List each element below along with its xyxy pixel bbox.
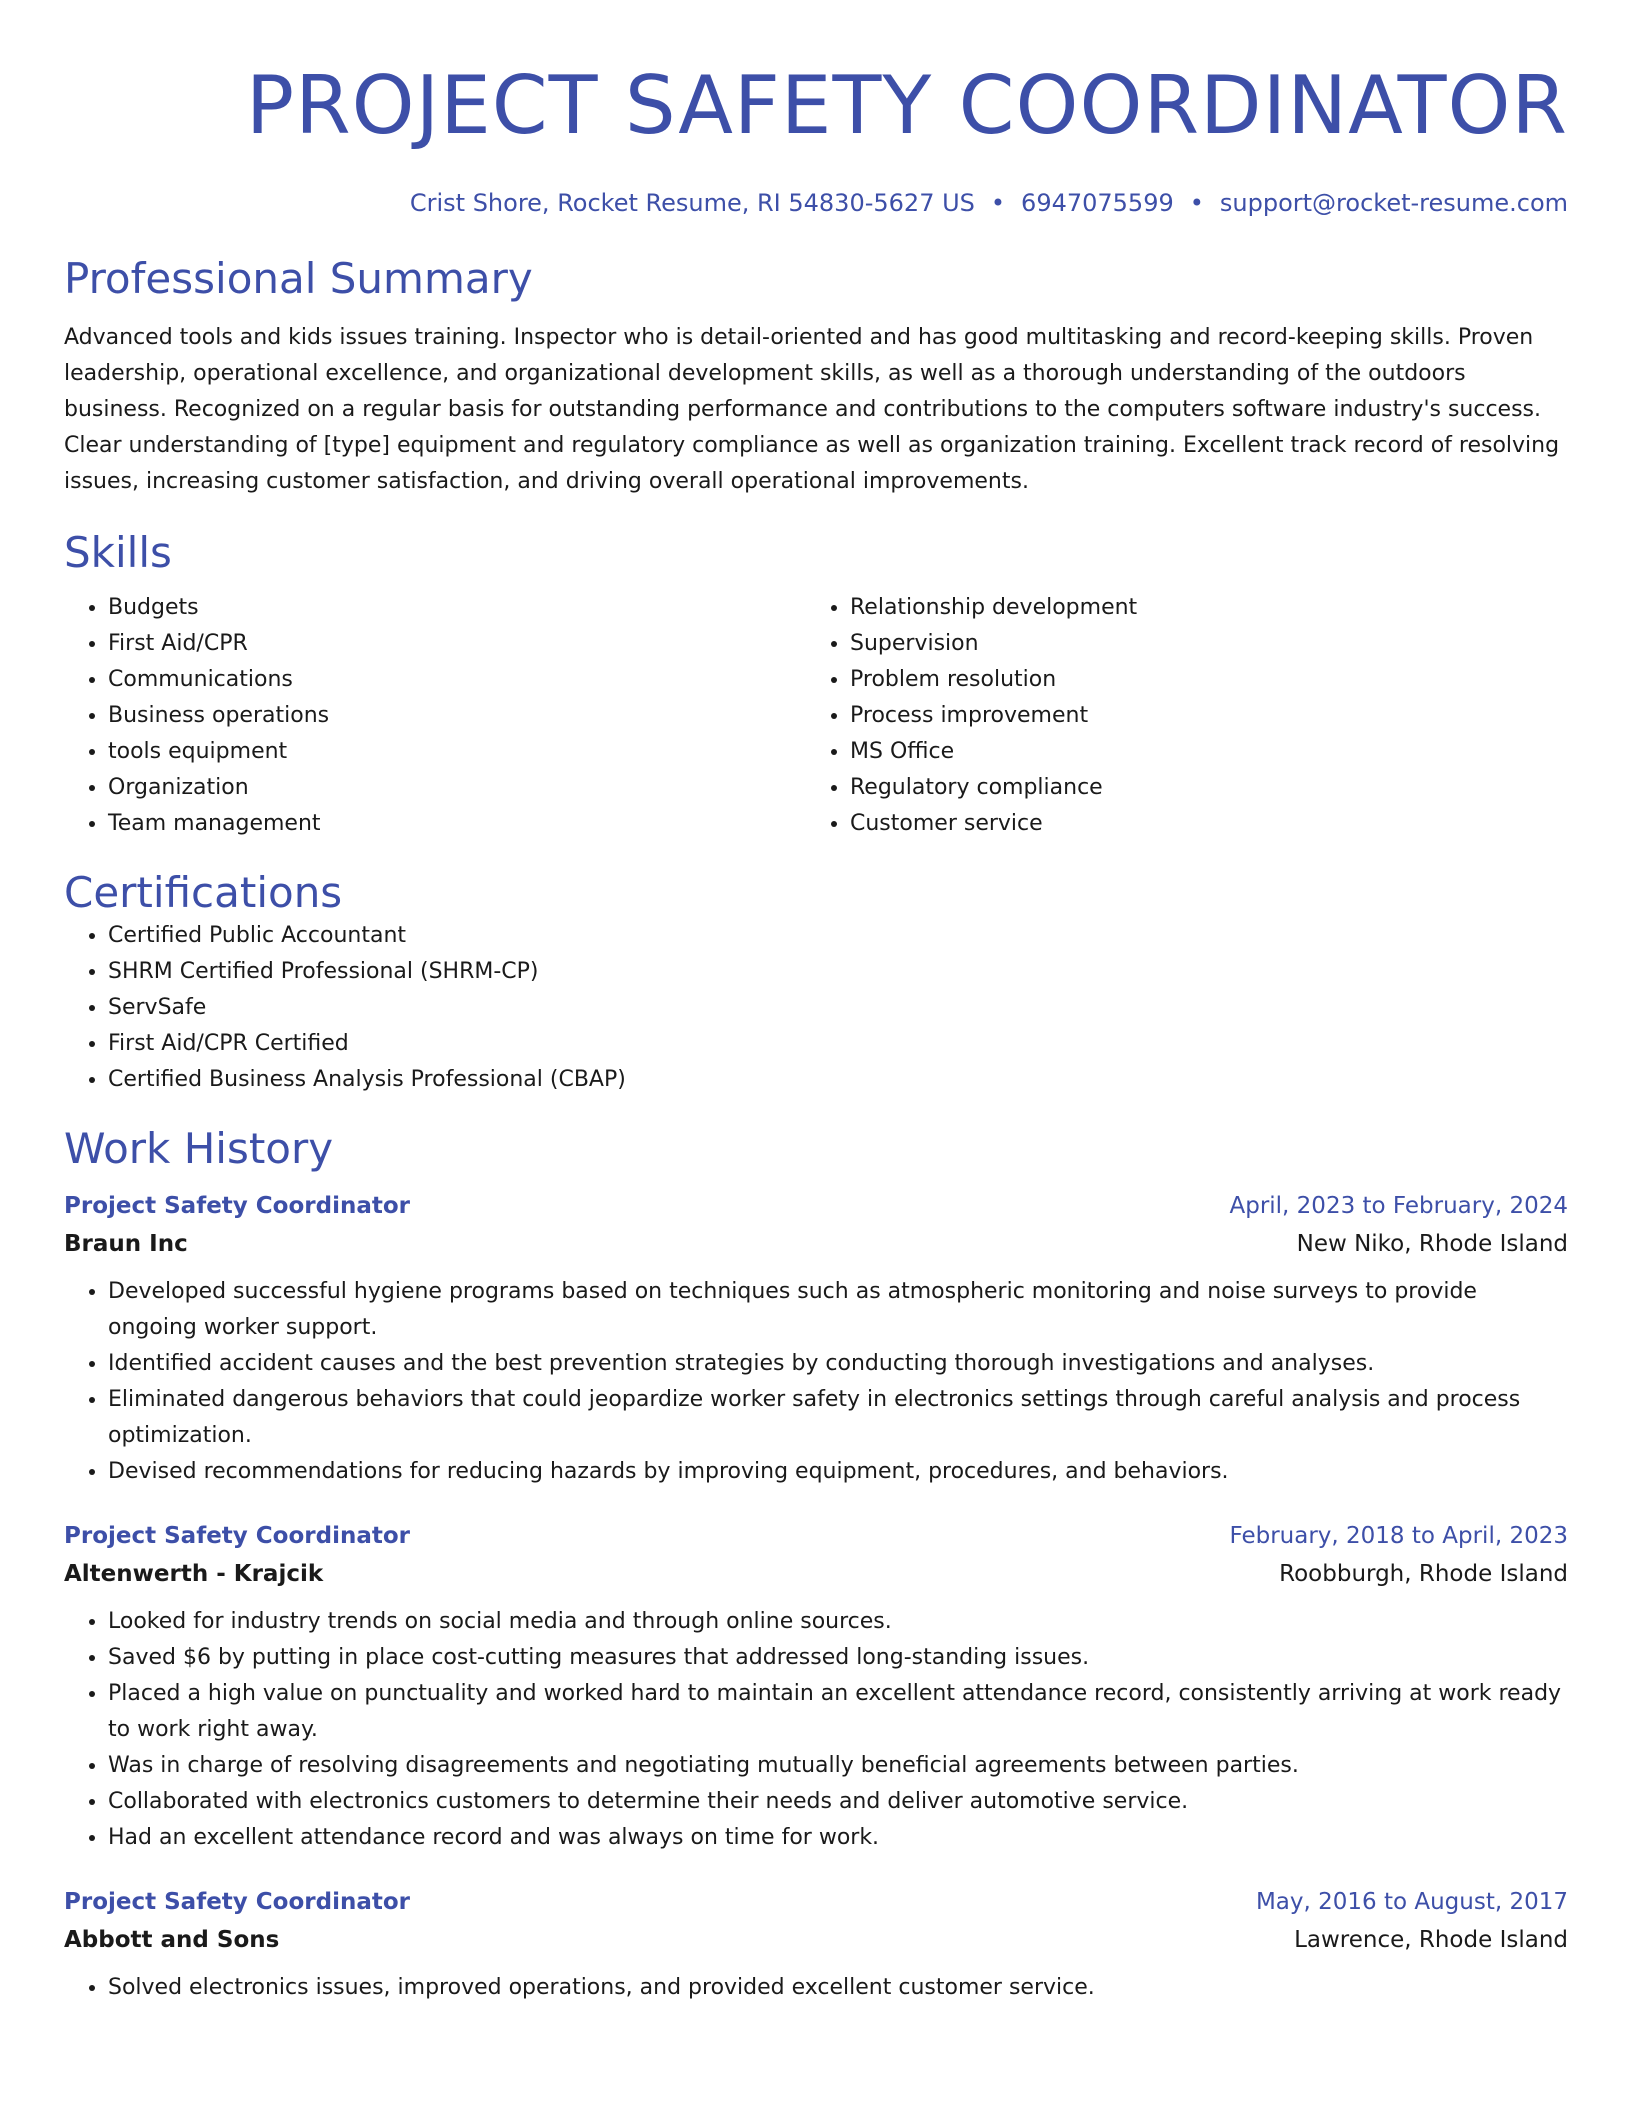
resume-title: PROJECT SAFETY COORDINATOR bbox=[245, 59, 1568, 152]
contact-separator: • bbox=[1189, 189, 1204, 217]
job-bullets bbox=[64, 1970, 1568, 2006]
job-bullet: • Saved $6 by putting in place cost-cutting measures that addressed long-standing issues. bbox=[108, 1640, 1568, 1676]
contact-address: Crist Shore, Rocket Resume, RI 54830-5627 US bbox=[409, 189, 975, 217]
skills-column-right bbox=[806, 590, 1548, 842]
skill-item: • Problem resolution bbox=[850, 662, 1548, 698]
job-company-row bbox=[64, 1558, 1568, 1590]
skill-item: • Team management bbox=[108, 806, 806, 842]
certification-item: • SHRM Certified Professional (SHRM-CP) bbox=[108, 954, 1568, 990]
certification-item: • Certified Public Accountant bbox=[108, 918, 1568, 954]
skill-item: • Process improvement bbox=[850, 698, 1548, 734]
skill-item: • Regulatory compliance bbox=[850, 770, 1548, 806]
resume-page bbox=[64, 0, 1568, 2006]
skill-item: • Relationship development bbox=[850, 590, 1548, 626]
summary-heading: Professional Summary bbox=[64, 254, 533, 303]
certification-item: • First Aid/CPR Certified bbox=[108, 1026, 1568, 1062]
job-bullet: • Looked for industry trends on social media and through online sources. bbox=[108, 1604, 1568, 1640]
job-dates: April, 2023 to February, 2024 bbox=[1229, 1193, 1568, 1219]
job-header-row bbox=[64, 1886, 1568, 1918]
contact-separator: • bbox=[990, 189, 1006, 217]
work-history-heading: Work History bbox=[64, 1124, 334, 1173]
skills-heading: Skills bbox=[64, 528, 172, 577]
certification-item: • ServSafe bbox=[108, 990, 1568, 1026]
skill-item: • Communications bbox=[108, 662, 806, 698]
job-company: Altenwerth - Krajcik bbox=[64, 1561, 324, 1587]
contact-phone: 6947075599 bbox=[1021, 189, 1174, 217]
skill-item: • Customer service bbox=[850, 806, 1548, 842]
job-entry bbox=[64, 1190, 1568, 1490]
skill-item: • MS Office bbox=[850, 734, 1548, 770]
certifications-list bbox=[64, 918, 1568, 1098]
job-company: Braun Inc bbox=[64, 1231, 188, 1257]
contact-line bbox=[64, 188, 1568, 218]
job-bullet: • Solved electronics issues, improved operations, and provided excellent customer service. bbox=[108, 1970, 1568, 2006]
job-bullet: • Collaborated with electronics customers to determine their needs and deliver automotive service. bbox=[108, 1784, 1568, 1820]
job-dates: May, 2016 to August, 2017 bbox=[1255, 1889, 1568, 1915]
skills-list-right bbox=[806, 590, 1548, 842]
job-location: New Niko, Rhode Island bbox=[1296, 1231, 1568, 1257]
job-company-row bbox=[64, 1924, 1568, 1956]
contact-email: support@rocket-resume.com bbox=[1219, 189, 1568, 217]
skill-item: • Business operations bbox=[108, 698, 806, 734]
job-bullet: • Placed a high value on punctuality and worked hard to maintain an excellent attendance record, consistently arriving at work ready to work right away. bbox=[108, 1676, 1568, 1748]
skill-item: • Budgets bbox=[108, 590, 806, 626]
job-bullet: • Developed successful hygiene programs based on techniques such as atmospheric monitoring and noise surveys to provide ongoing worker support. bbox=[108, 1274, 1568, 1346]
skills-list-left bbox=[64, 590, 806, 842]
job-location: Lawrence, Rhode Island bbox=[1294, 1927, 1568, 1953]
skills-grid bbox=[64, 590, 1568, 842]
job-entry bbox=[64, 1520, 1568, 1856]
job-title: Project Safety Coordinator bbox=[64, 1193, 411, 1219]
job-entry bbox=[64, 1886, 1568, 2006]
skill-item: • Organization bbox=[108, 770, 806, 806]
skill-item: • Supervision bbox=[850, 626, 1548, 662]
job-location: Roobburgh, Rhode Island bbox=[1279, 1561, 1568, 1587]
job-bullets bbox=[64, 1274, 1568, 1490]
certification-item: • Certified Business Analysis Professional (CBAP) bbox=[108, 1062, 1568, 1098]
job-header-row bbox=[64, 1520, 1568, 1552]
skill-item: • tools equipment bbox=[108, 734, 806, 770]
job-bullet: • Was in charge of resolving disagreements and negotiating mutually beneficial agreements between parties. bbox=[108, 1748, 1568, 1784]
certifications-heading: Certifications bbox=[64, 868, 343, 917]
job-company-row bbox=[64, 1228, 1568, 1260]
skill-item: • First Aid/CPR bbox=[108, 626, 806, 662]
job-title: Project Safety Coordinator bbox=[64, 1523, 411, 1549]
job-company: Abbott and Sons bbox=[64, 1927, 280, 1953]
job-header-row bbox=[64, 1190, 1568, 1222]
summary-text: Advanced tools and kids issues training. Inspector who is detail-oriented and has good multitasking and record-keeping skills. Proven leadership, operational excellence, and organizational development skills, as well as a thorough understanding of the outdoors business. Recognized on a regular basis for outstanding performance and contributions to the computers software industry's success. Clear understanding of [type] equipment and regulatory compliance as well as organization training. Excellent track record of resolving issues, increasing customer satisfaction, and driving overall operational improvements. bbox=[64, 325, 1560, 494]
job-dates: February, 2018 to April, 2023 bbox=[1229, 1523, 1568, 1549]
job-title: Project Safety Coordinator bbox=[64, 1889, 411, 1915]
job-bullet: • Eliminated dangerous behaviors that could jeopardize worker safety in electronics settings through careful analysis and process optimization. bbox=[108, 1382, 1568, 1454]
job-bullet: • Had an excellent attendance record and was always on time for work. bbox=[108, 1820, 1568, 1856]
job-bullet: • Devised recommendations for reducing hazards by improving equipment, procedures, and behaviors. bbox=[108, 1454, 1568, 1490]
job-bullet: • Identified accident causes and the best prevention strategies by conducting thorough investigations and analyses. bbox=[108, 1346, 1568, 1382]
job-bullets bbox=[64, 1604, 1568, 1856]
skills-column-left bbox=[64, 590, 806, 842]
